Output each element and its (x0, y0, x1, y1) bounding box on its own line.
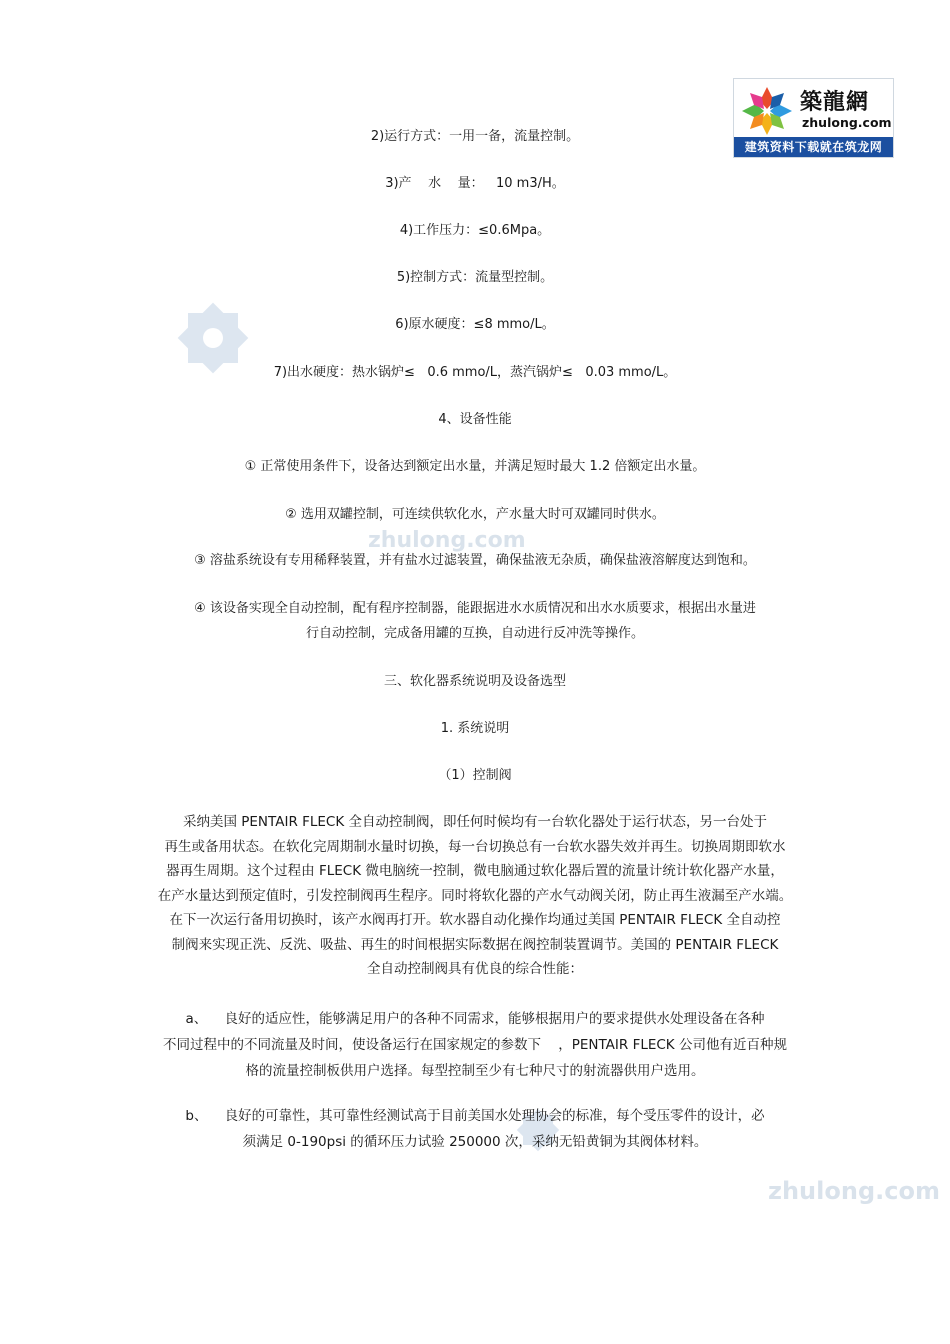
spec-line-out-hardness: 7)出水硬度：热水锅炉≤ 0.6 mmo/L，蒸汽锅炉≤ 0.03 mmo/L。 (273, 365, 677, 380)
spec-line-output: 3)产 水 量： 10 m3/H。 (385, 176, 565, 191)
logo-slogan: 建筑资料下载就在筑龙网 (734, 137, 893, 157)
paragraph-line: 器再生周期。这个过程由 FLECK 微电脑统一控制，微电脑通过软化器后置的流量计统计软化器产水量， (166, 863, 784, 879)
paragraph-line: 制阀来实现正洗、反洗、吸盐、再生的时间根据实际数据在阀控制装置调节。美国的 PENTAIR FLECK (171, 936, 779, 953)
logo-title: 築龍網 (800, 89, 870, 115)
paragraph-line: a、 良好的适应性，能够满足用户的各种不同需求，能够根据用户的要求提供水处理设备在各种 (185, 1011, 765, 1027)
paragraph-line: 再生或备用状态。在软化完周期制水量时切换，每一台切换总有一台软水器失效并再生。切换周期即软水 (164, 838, 786, 855)
feature-item-1: ① 正常使用条件下，设备达到额定出水量，并满足短时最大 1.2 倍额定出水量。 (244, 459, 706, 474)
paragraph-line: 全自动控制阀具有优良的综合性能： (367, 961, 583, 977)
watermark-text: zhulong.com (368, 528, 526, 553)
paragraph-line: 不同过程中的不同流量及时间，使设备运行在国家规定的参数下 ，PENTAIR FLECK 公司他有近百种规 (163, 1037, 787, 1053)
logo-site: zhulong.com (802, 115, 892, 130)
spec-line-control: 5)控制方式：流量型控制。 (396, 270, 554, 285)
paragraph-line: b、 良好的可靠性，其可靠性经测试高于目前美国水处理协会的标准，每个受压零件的设计，必 (185, 1108, 765, 1124)
feature-item-3: ③ 溶盐系统设有专用稀释装置，并有盐水过滤装置，确保盐液无杂质，确保盐液溶解度达到饱和。 (194, 553, 756, 568)
paragraph-line: 须满足 0-190psi 的循环压力试验 250000 次，采纳无铅黄铜为其阀体材料。 (242, 1134, 708, 1150)
spec-line-operation: 2)运行方式：一用一备，流量控制。 (370, 129, 580, 144)
feature-item-2: ② 选用双罐控制，可连续供软化水，产水量大时可双罐同时供水。 (285, 507, 665, 522)
feature-item-4: ④ 该设备实现全自动控制，配有程序控制器，能跟据进水水质情况和出水水质要求，根据出水量进 (194, 601, 756, 616)
spec-line-raw-hardness: 6)原水硬度：≤8 mmo/L。 (395, 317, 555, 332)
list-item-b (140, 1103, 810, 1155)
list-item-a (140, 1006, 810, 1084)
zhulong-logo (733, 78, 894, 158)
paragraph-line: 在产水量达到预定值时，引发控制阀再生程序。同时将软化器的产水气动阀关闭，防止再生液漏至产水端。 (157, 887, 793, 904)
body-paragraph (140, 810, 810, 982)
spec-line-pressure: 4)工作压力：≤0.6Mpa。 (399, 223, 551, 238)
paragraph-line: 在下一次运行备用切换时，该产水阀再打开。软水器自动化操作均通过美国 PENTAIR FLECK 全自动控 (169, 912, 781, 928)
watermark-text: zhulong.com (768, 1177, 940, 1205)
chapter-heading: 三、软化器系统说明及设备选型 (383, 674, 566, 689)
sub-heading: 1. 系统说明 (440, 721, 510, 736)
paragraph-line: 格的流量控制板供用户选择。每型控制至少有七种尺寸的射流器供用户选用。 (245, 1063, 705, 1079)
feature-item-4-cont: 行自动控制，完成备用罐的互换，自动进行反冲洗等操作。 (305, 626, 644, 641)
paragraph-line: 采纳美国 PENTAIR FLECK 全自动控制阀，即任何时候均有一台软化器处于运行状态，另一台处于 (182, 814, 768, 830)
section-heading: 4、设备性能 (438, 412, 512, 427)
sub-sub-heading: （1）控制阀 (438, 768, 512, 783)
